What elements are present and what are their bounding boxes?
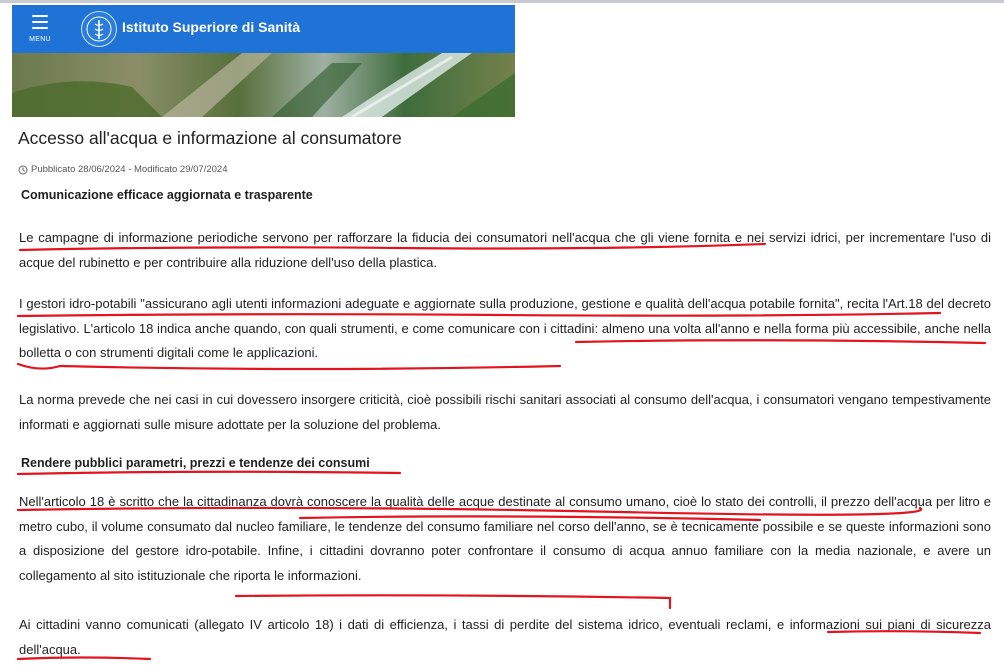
meta-text: Pubblicato 28/06/2024 - Modificato 29/07/2024	[31, 164, 228, 175]
section-heading-parametri: Rendere pubblici parametri, prezzi e tendenze dei consumi	[21, 456, 370, 470]
paragraph-gestori: I gestori idro-potabili "assicurano agli utenti informazioni adeguate e aggiornate sulla produzione, gestione e qualità dell'acqua potabile fornita", recita l'Art.18 del decreto legislativo. L'articolo 18 indica anche quando, con quali strumenti, e come comunicare con i cittadini: almeno una volta all'anno e nella forma più accessibile, anche nella bolletta o con strumenti digitali come le applicazioni.	[19, 296, 991, 360]
site-title[interactable]: Istituto Superiore di Sanità	[122, 19, 301, 35]
publication-meta	[18, 164, 227, 175]
paragraph-articolo-18: Nell'articolo 18 è scritto che la cittadinanza dovrà conoscere la qualità delle acque destinate al consumo umano, cioè lo stato dei controlli, il prezzo dell'acqua per litro e metro cubo, il volume consumato dal nucleo familiare, le tendenze del consumo familiare nel corso dell'anno, se è tecnicamente possibile e se queste informazioni sono a disposizione del gestore idro-potabile. Infine, i cittadini dovranno poter confrontare il consumo di acqua annuo familiare con la media nazionale, e avere un collegamento al sito istituzionale che riporta le informazioni.	[19, 494, 991, 583]
iss-logo-icon[interactable]	[81, 11, 117, 47]
site-header	[12, 5, 515, 53]
menu-button[interactable]	[26, 13, 54, 47]
header-banner-image	[12, 53, 515, 117]
paragraph-norma: La norma prevede che nei casi in cui dovessero insorgere criticità, cioè possibili rischi sanitari associati al consumo dell'acqua, i consumatori vengano tempestivamente informati e aggiornati sulle misure adottate per la soluzione del problema.	[19, 392, 991, 432]
underline-heading2	[18, 472, 400, 474]
clock-icon	[18, 165, 28, 175]
window-top-border	[0, 0, 1004, 3]
paragraph-allegato: Ai cittadini vanno comunicati (allegato IV articolo 18) i dati di efficienza, i tassi di perdite del sistema idrico, eventuali reclami, e informazioni sui piani di sicurezza dell'acqua.	[19, 617, 991, 657]
page-title: Accesso all'acqua e informazione al consumatore	[18, 128, 402, 148]
underline-p4-line3	[236, 595, 670, 608]
paragraph-campagne: Le campagne di informazione periodiche servono per rafforzare la fiducia dei consumatori nell'acqua che gli viene fornita e nei servizi idrici, per incrementare l'uso di acque del rubinetto e per contribuire alla riduzione dell'uso della plastica.	[19, 230, 991, 270]
menu-label: MENU	[29, 36, 51, 43]
hamburger-icon	[32, 15, 48, 29]
section-heading-comunicazione: Comunicazione efficace aggiornata e trasparente	[21, 188, 313, 202]
